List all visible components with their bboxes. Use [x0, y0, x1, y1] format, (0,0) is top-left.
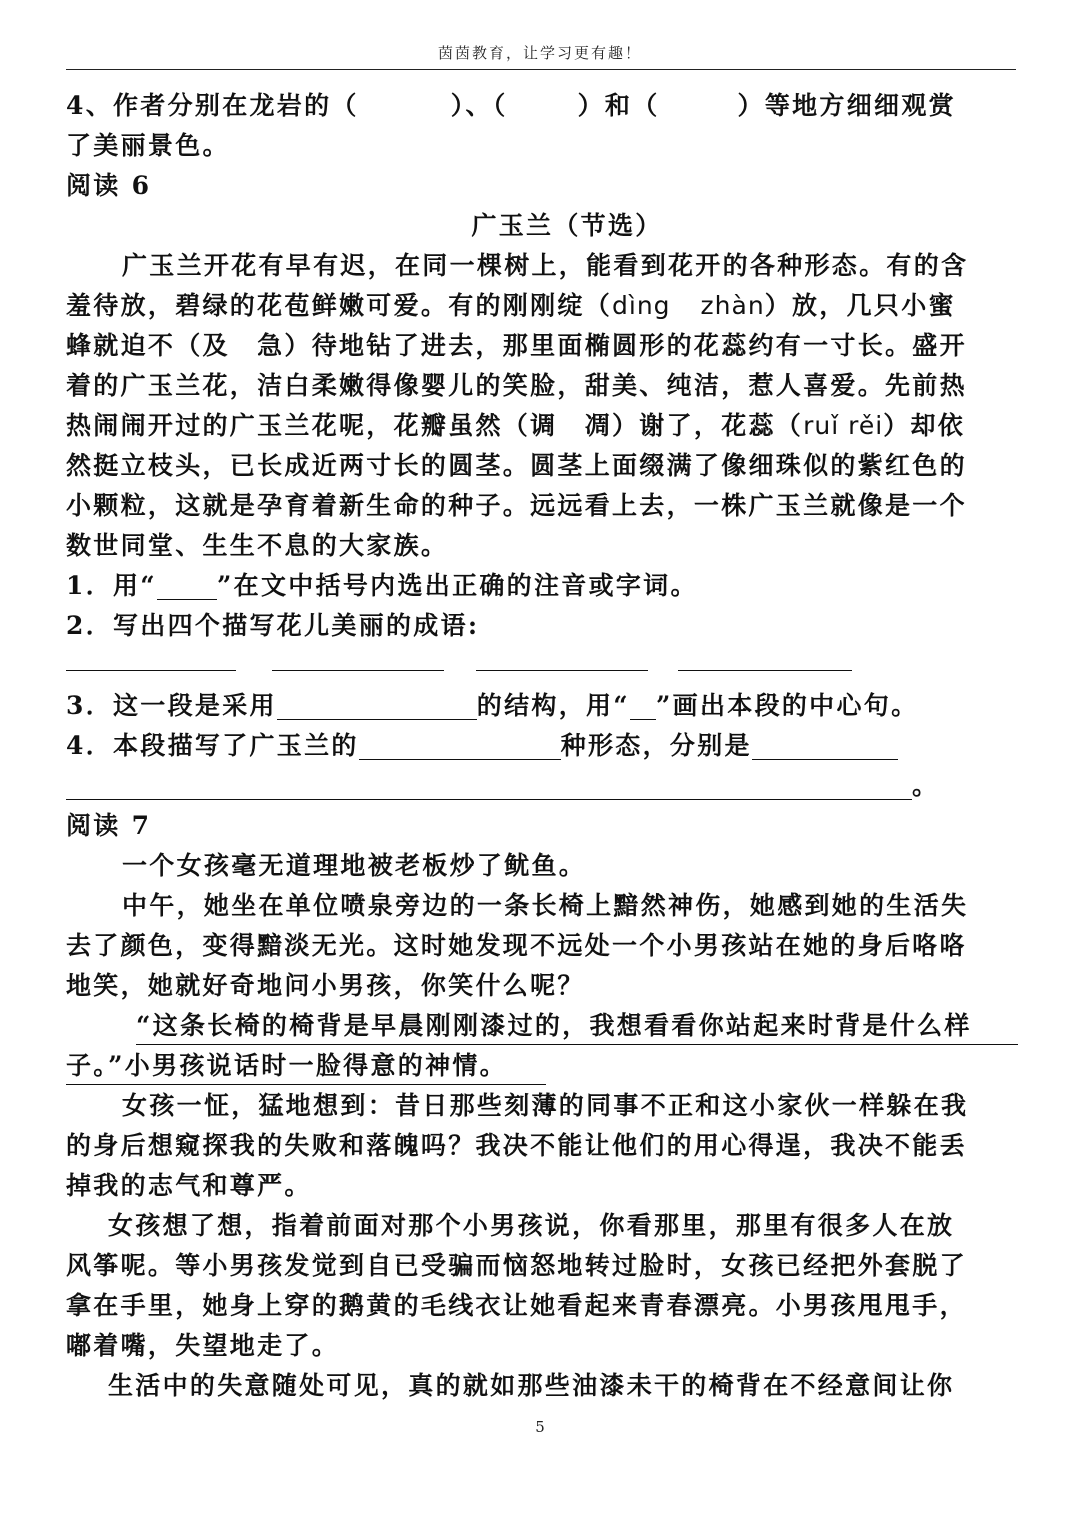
form-count-blank[interactable] — [359, 729, 561, 760]
reading6-line-6: 然挺立枝头，已长成近两寸长的圆茎。圆茎上面缀满了像细珠似的紫红色的 — [66, 451, 967, 480]
reading6-line-5 — [66, 406, 1018, 446]
page-number: 5 — [535, 1418, 545, 1436]
worksheet-body — [66, 86, 1018, 1406]
reading7-line-1: 一个女孩毫无道理地被老板炒了鱿鱼。 — [122, 851, 587, 880]
structure-blank[interactable] — [277, 689, 477, 720]
forms-blank-line-2[interactable] — [66, 769, 912, 800]
q4-text-a: 4．本段描写了广玉兰的 — [66, 731, 359, 760]
idiom-answer-blanks — [66, 646, 1018, 686]
reading6-question-1 — [66, 566, 1018, 606]
reading6-line-2 — [66, 286, 1018, 326]
reading7-line-4: 地笑，她就好奇地问小男孩，你笑什么呢？ — [66, 971, 585, 1000]
reading7-line-13: 嘟着嘴，失望地走了。 — [66, 1331, 340, 1360]
reading7-underlined-quote-2: 子。”小男孩说话时一脸得意的神情。 — [66, 1048, 546, 1085]
reading7-line-9: 掉我的志气和尊严。 — [66, 1171, 312, 1200]
q3-text-b: 的结构，用“ — [476, 691, 630, 720]
reading6-line-4: 着的广玉兰花，洁白柔嫩得像婴儿的笑脸，甜美、纯洁，惹人喜爱。先前热 — [66, 371, 967, 400]
r6-l5-text-b: ）却依 — [883, 411, 966, 440]
reading6-question-4 — [66, 726, 1018, 766]
reading6-line-7: 小颗粒，这就是孕育着新生命的种子。远远看上去，一株广玉兰就像是一个 — [66, 491, 967, 520]
reading6-heading: 阅读 6 — [66, 171, 152, 200]
prev-question-4-cont: 了美丽景色。 — [66, 131, 230, 160]
page-header: 茵茵教育，让学习更有趣！ — [437, 44, 642, 62]
q4-text-4: ）等地方细细观赏 — [737, 91, 956, 120]
reading7-line-10: 女孩想了想，指着前面对那个小男孩说，你看那里，那里有很多人在放 — [108, 1211, 955, 1240]
q4-text-3: ）和（ — [577, 91, 660, 120]
reading7-line-8: 的身后想窥探我的失败和落魄吗？我决不能让他们的用心得逞，我决不能丢 — [66, 1131, 967, 1160]
r6-l2-text-b: ）放，几只小蜜 — [764, 291, 956, 320]
q1-text-a: 1．用“ — [66, 571, 157, 600]
reading7-line-2: 中午，她坐在单位喷泉旁边的一条长椅上黯然神伤，她感到她的生活失 — [122, 891, 969, 920]
reading6-question-3 — [66, 686, 1018, 726]
reading7-line-3: 去了颜色，变得黯淡无光。这时她发现不远处一个小男孩站在她的身后咯咯 — [66, 931, 967, 960]
reading7-line-11: 风筝呢。等小男孩发觉到自已受骗而恼怒地转过脸时，女孩已经把外套脱了 — [66, 1251, 967, 1280]
reading7-line-6 — [66, 1046, 1018, 1086]
reading6-line-3: 蜂就迫不（及 急）待地钻了进去，那里面椭圆形的花蕊约有一寸长。盛开 — [66, 331, 967, 360]
reading6-title: 广玉兰（节选） — [471, 211, 663, 240]
reading7-heading: 阅读 7 — [66, 811, 152, 840]
reading6-question-2: 2．写出四个描写花儿美丽的成语: — [66, 611, 480, 640]
idiom-blank-3[interactable] — [476, 670, 648, 671]
idiom-blank-1[interactable] — [66, 670, 236, 671]
q4-text-b: 种形态，分别是 — [560, 731, 752, 760]
pinyin-zhan: zhàn — [700, 291, 765, 320]
idiom-blank-2[interactable] — [272, 670, 444, 671]
q4-end-mark: 。 — [912, 771, 940, 800]
reading7-line-14: 生活中的失意随处可见，真的就如那些油漆未干的椅背在不经意间让你 — [108, 1371, 955, 1400]
q3-text-a: 3．这一段是采用 — [66, 691, 277, 720]
reading7-line-7: 女孩一怔，猛地想到：昔日那些刻薄的同事不正和这小家伙一样躲在我 — [122, 1091, 969, 1120]
reading7-underlined-quote-1: “这条长椅的椅背是早晨刚刚漆过的，我想看看你站起来时背是什么样 — [136, 1008, 1018, 1045]
q3-text-c: ”画出本段的中心句。 — [655, 691, 919, 720]
reading6-line-1: 广玉兰开花有早有迟，在同一棵树上，能看到花开的各种形态。有的含 — [122, 251, 969, 280]
q1-underline-sample — [157, 569, 217, 600]
q3-underline-sample — [630, 691, 656, 720]
forms-blank[interactable] — [752, 729, 898, 760]
q1-text-b: ”在文中括号内选出正确的注音或字词。 — [216, 571, 698, 600]
q4-text-1: 4、作者分别在龙岩的（ — [66, 91, 359, 120]
prev-question-4 — [66, 86, 1018, 126]
r6-l2-text-a: 羞待放，碧绿的花苞鲜嫩可爱。有的刚刚绽（ — [66, 291, 613, 320]
reading7-line-5 — [66, 1006, 1018, 1046]
header-divider — [66, 69, 1016, 70]
idiom-blank-4[interactable] — [678, 670, 852, 671]
pinyin-ding: dìng — [612, 291, 671, 320]
q4-text-2: ）、（ — [450, 91, 508, 120]
reading6-question-4-cont — [66, 766, 1018, 806]
reading7-line-12: 拿在手里，她身上穿的鹅黄的毛线衣让她看起来青春漂亮。小男孩甩甩手， — [66, 1291, 967, 1320]
pinyin-ruirei: ruǐ rěi — [803, 411, 884, 440]
r6-l5-text-a: 热闹闹开过的广玉兰花呢，花瓣虽然（调 凋）谢了，花蕊（ — [66, 411, 804, 440]
reading6-line-8: 数世同堂、生生不息的大家族。 — [66, 531, 449, 560]
